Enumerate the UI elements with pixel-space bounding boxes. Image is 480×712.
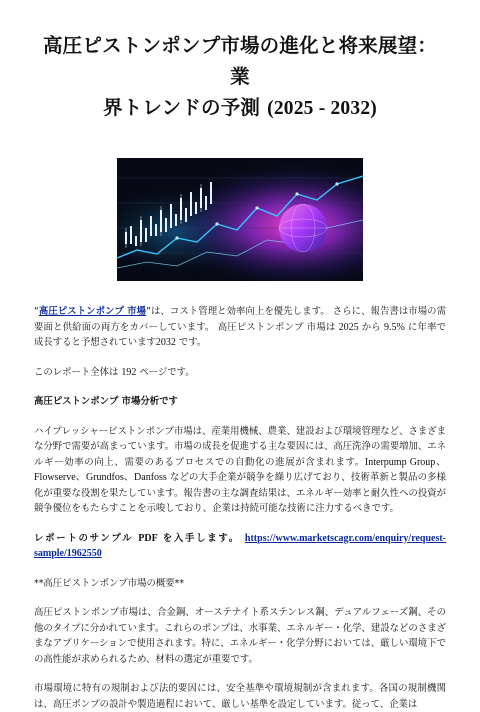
overview-paragraph: 高圧ピストンポンプ市場は、合金鋼、オーステナイト系ステンレス鋼、デュアルフェーズ鋼、その他のタイプに分かれています。これらのポンプは、水事業、エネルギー・化学、建設などのさまざまなアプリケーションで使用されます。特に、エネルギー・化学分野においては、厳しい環境下での高性能が求められるため、材料の選定が重要です。 <box>34 607 446 665</box>
sample-request: レポートのサンプル PDF を入手します。 https://www.marketscagr.com/enquiry/request-sample/1962550 <box>34 532 447 559</box>
title-line-1: 高圧ピストンポンプ市場の進化と将来展望：業 <box>42 34 437 88</box>
title-line-2: 界トレンドの予測 <box>103 96 261 119</box>
market-link[interactable]: 高圧ピストンポンプ 市場 <box>38 306 147 317</box>
page-title <box>34 0 446 124</box>
title-years: (2025 - 2032) <box>267 98 377 119</box>
intro-paragraph: “高圧ピストンポンプ 市場”は、コスト管理と効率向上を優先します。 さらに、報告書は市場の需要面と供給面の両方をカバーしています。 高圧ピストンポンプ 市場は 2025 から 9.5% に年率で成長すると予想されています2032 です。 <box>34 306 446 348</box>
market-analysis-chart-image <box>117 158 363 281</box>
section-heading: 高圧ピストンポンプ 市場分析です <box>34 396 178 407</box>
page-count-paragraph: このレポート全体は 192 ページです。 <box>34 366 195 378</box>
regulation-paragraph: 市場環境に特有の規制および法的要因には、安全基準や環境規制が含まれます。各国の規制機関は、高圧ポンプの設計や製造過程において、厳しい基準を設定しています。従って、企業は <box>34 683 446 710</box>
analysis-paragraph: ハイプレッシャーピストンポンプ市場は、産業用機械、農業、建設および環境管理など、さまざまな分野で需要が高まっています。市場の成長を促進する主な要因には、高圧洗浄の需要増加、エネルギー効率の向上、需要のあるプロセスでの自動化の進展が含まれます。Interpump Group、Flowserve、Grundfos、Danfoss などの大手企業が競争を繰り広げており、技術革新と製品の多様化が重要な役割を果たしています。報告書の主な調査結果は、エネルギー効率と耐久性への投資が競争優位をもたらすことを示唆しており、企業は持続可能な技術に注力するべきです。 <box>34 425 446 514</box>
overview-heading: **高圧ピストンポンプ市場の概要** <box>34 577 185 589</box>
sample-url-link[interactable]: https://www.marketscagr.com/enquiry/request-sample/1962550 <box>34 532 447 559</box>
